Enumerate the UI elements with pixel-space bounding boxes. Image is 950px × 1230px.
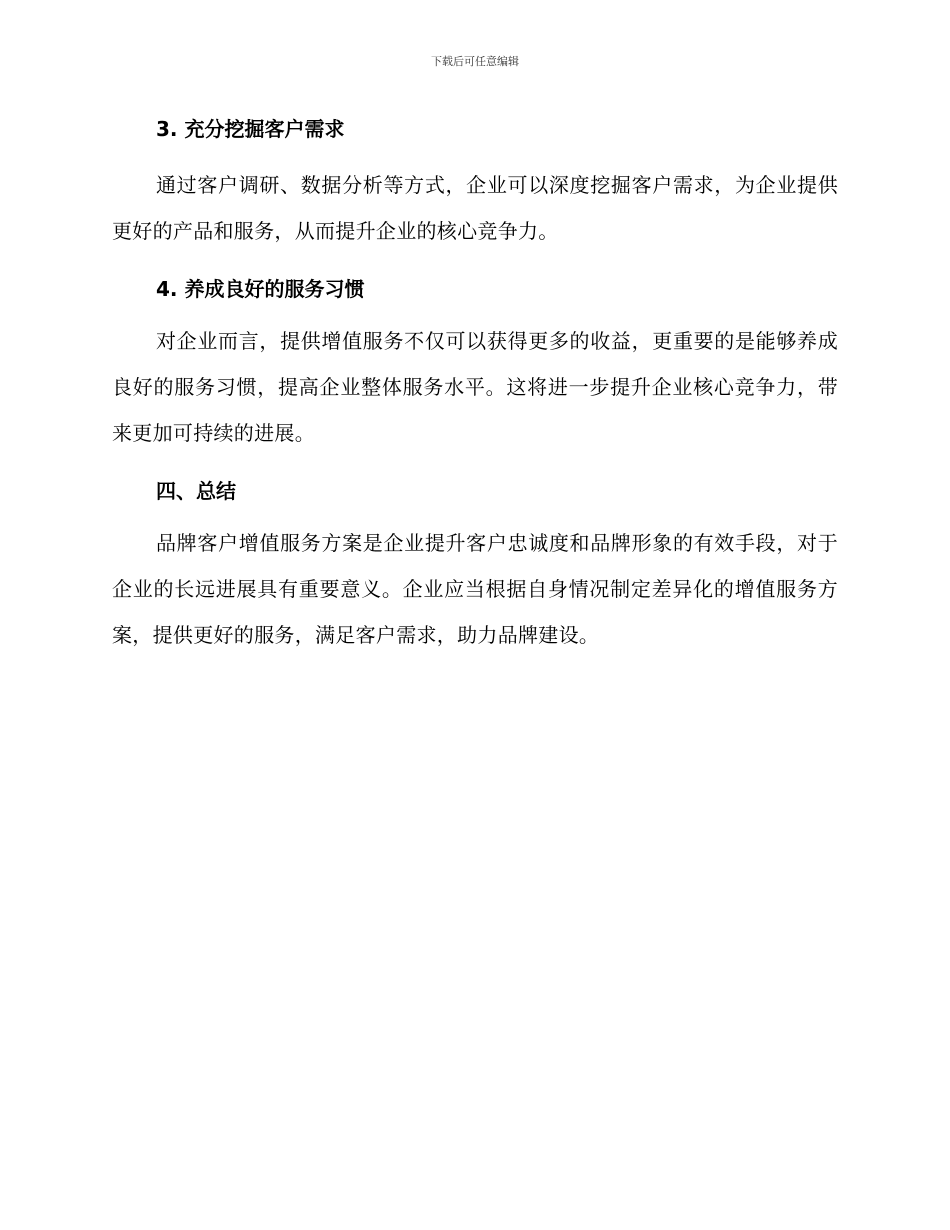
section-heading-summary: 四、总结: [156, 479, 236, 503]
section-heading-customer-needs: 3. 充分挖掘客户需求: [156, 117, 345, 141]
section-paragraph-customer-needs: 通过客户调研、数据分析等方式，企业可以深度挖掘客户需求，为企业提供更好的产品和服务，从而提升企业的核心竞争力。: [112, 173, 838, 243]
section-paragraph-service-habits: 对企业而言，提供增值服务不仅可以获得更多的收益，更重要的是能够养成良好的服务习惯，提高企业整体服务水平。这将进一步提升企业核心竞争力，带来更加可持续的进展。: [112, 329, 838, 445]
document-body: [112, 112, 838, 658]
section-paragraph-summary: 品牌客户增值服务方案是企业提升客户忠诚度和品牌形象的有效手段，对于企业的长远进展具有重要意义。企业应当根据自身情况制定差异化的增值服务方案，提供更好的服务，满足客户需求，助力品牌建设。: [112, 531, 838, 647]
section-heading-service-habits: 4. 养成良好的服务习惯: [156, 277, 365, 301]
page-header: 下载后可任意编辑: [431, 55, 519, 68]
